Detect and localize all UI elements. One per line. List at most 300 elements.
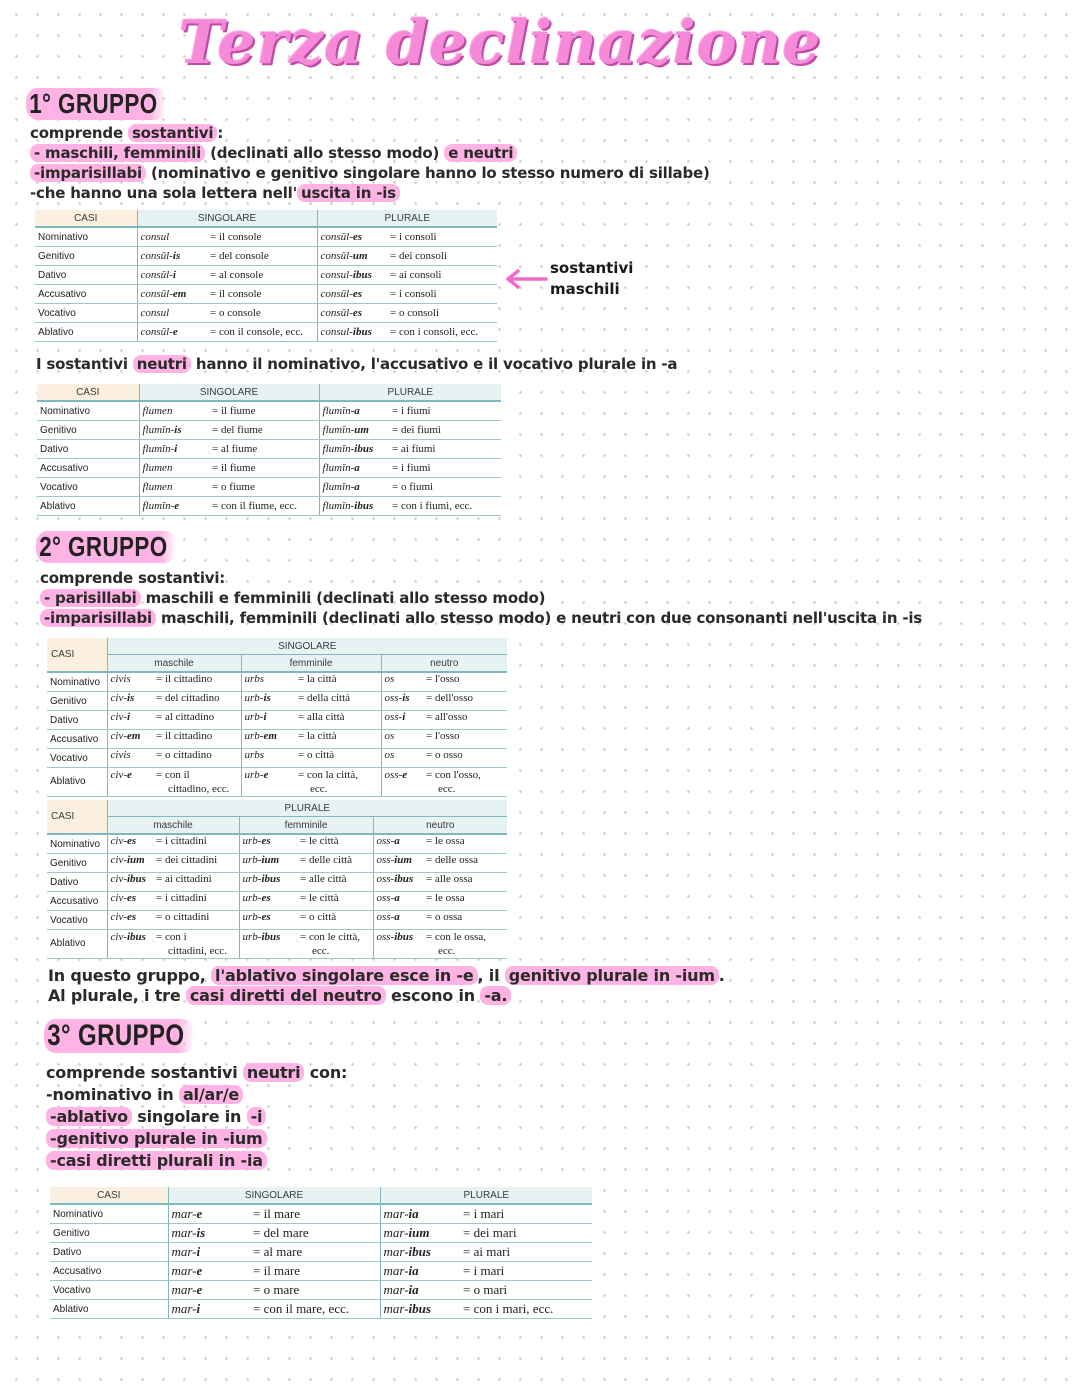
header-singolare: SINGOLARE bbox=[168, 1187, 380, 1204]
plural-form: consul-ibus bbox=[317, 323, 387, 342]
plural-form: mar-ia bbox=[380, 1262, 460, 1281]
translation-line: = con i bbox=[156, 931, 187, 943]
arrow-left-icon bbox=[502, 268, 550, 290]
femminile-translation bbox=[295, 711, 381, 730]
maschile-form: civ-es bbox=[107, 834, 153, 854]
translation-line: = alle ossa bbox=[426, 873, 473, 885]
singular-translation: = il fiume bbox=[209, 401, 319, 421]
singular-form: mar-is bbox=[168, 1224, 250, 1243]
translation-line: = della città bbox=[298, 692, 351, 704]
case-name: Vocativo bbox=[37, 478, 139, 497]
highlight: neutri bbox=[243, 1063, 304, 1082]
neutro-form: oss-a bbox=[373, 911, 423, 930]
femminile-translation bbox=[295, 672, 381, 692]
femminile-form: urb-ibus bbox=[239, 873, 297, 892]
highlight: neutri bbox=[133, 355, 191, 373]
singular-form: consul bbox=[137, 304, 207, 323]
neutro-translation bbox=[423, 930, 507, 959]
header-plurale: PLURALE bbox=[317, 210, 497, 227]
maschile-translation bbox=[153, 892, 239, 911]
table-group2-plurale bbox=[47, 800, 507, 959]
plural-translation: = o mari bbox=[460, 1281, 592, 1300]
singular-translation: = con il console, ecc. bbox=[207, 323, 317, 342]
singular-form: flumĭn-is bbox=[139, 421, 209, 440]
femminile-form: urb-ibus bbox=[239, 930, 297, 959]
plural-translation: = i consoli bbox=[387, 227, 497, 247]
case-name: Accusativo bbox=[47, 730, 107, 749]
translation-line: = alle città bbox=[300, 873, 347, 885]
singular-translation: = o mare bbox=[250, 1281, 380, 1300]
highlight: -imparisillabi bbox=[30, 164, 146, 182]
maschile-form: civ-i bbox=[107, 711, 153, 730]
translation-line: = dell'osso bbox=[426, 692, 473, 704]
singular-translation: = con il fiume, ecc. bbox=[209, 497, 319, 516]
plural-form: consŭl-es bbox=[317, 227, 387, 247]
plural-form: flumĭn-um bbox=[319, 421, 389, 440]
table-row bbox=[50, 1262, 592, 1281]
highlight: -ablativo bbox=[46, 1107, 132, 1126]
case-name: Dativo bbox=[35, 266, 137, 285]
plural-translation: = con i mari, ecc. bbox=[460, 1300, 592, 1319]
plural-translation: = i fiumi bbox=[389, 459, 501, 478]
case-name: Dativo bbox=[47, 873, 107, 892]
case-name: Vocativo bbox=[47, 911, 107, 930]
singular-translation: = o console bbox=[207, 304, 317, 323]
case-name: Vocativo bbox=[35, 304, 137, 323]
neutro-translation bbox=[423, 892, 507, 911]
singular-form: flumen bbox=[139, 401, 209, 421]
highlight: - maschili, femminili bbox=[30, 144, 205, 162]
translation-line: = alla città bbox=[298, 711, 345, 723]
header-singolare: SINGOLARE bbox=[137, 210, 317, 227]
translation-line: = o cittadino bbox=[156, 749, 212, 761]
header-femminile: femminile bbox=[241, 655, 381, 673]
highlight: -genitivo plurale in -ium bbox=[46, 1129, 267, 1148]
text: singolare in bbox=[131, 1107, 247, 1126]
maschile-form: civ-es bbox=[107, 892, 153, 911]
table-row bbox=[35, 323, 497, 342]
plural-form: flumĭn-ibus bbox=[319, 497, 389, 516]
table-row bbox=[47, 834, 507, 854]
maschile-translation bbox=[153, 873, 239, 892]
singular-translation: = del console bbox=[207, 247, 317, 266]
table-row bbox=[37, 497, 501, 516]
case-name: Accusativo bbox=[37, 459, 139, 478]
text: hanno il nominativo, l'accusativo e il vocativo plurale in -a bbox=[190, 355, 678, 373]
table-row bbox=[47, 711, 507, 730]
plural-form: consul-ibus bbox=[317, 266, 387, 285]
text: maschili, femminili (declinati allo stesso modo) e neutri con due consonanti nell'uscita in -is bbox=[155, 609, 923, 627]
text: maschili bbox=[550, 280, 620, 298]
maschile-translation bbox=[153, 711, 241, 730]
table-row bbox=[47, 873, 507, 892]
translation-line: = con la città, bbox=[298, 769, 358, 781]
neutro-form: oss-ibus bbox=[373, 930, 423, 959]
table-row bbox=[47, 672, 507, 692]
plural-translation: = dei mari bbox=[460, 1224, 592, 1243]
singular-form: consŭl-e bbox=[137, 323, 207, 342]
header-casi: CASI bbox=[47, 638, 107, 672]
text: maschili e femminili (declinati allo stesso modo) bbox=[140, 589, 546, 607]
header-plurale: PLURALE bbox=[380, 1187, 592, 1204]
translation-line: = al cittadino bbox=[156, 711, 215, 723]
table-row bbox=[47, 768, 507, 797]
maschile-form: civ-is bbox=[107, 692, 153, 711]
header-plurale: PLURALE bbox=[319, 384, 501, 401]
translation-line: = o città bbox=[300, 911, 337, 923]
case-name: Accusativo bbox=[35, 285, 137, 304]
neutro-form: oss-i bbox=[381, 711, 423, 730]
singular-form: flumĭn-i bbox=[139, 440, 209, 459]
translation-line: = o città bbox=[298, 749, 335, 761]
highlight: -a. bbox=[480, 986, 511, 1005]
maschile-form: civ-es bbox=[107, 911, 153, 930]
case-name: Nominativo bbox=[37, 401, 139, 421]
plural-form: flumĭn-a bbox=[319, 401, 389, 421]
translation-line: = la città bbox=[298, 730, 337, 742]
neutro-translation bbox=[423, 873, 507, 892]
plural-translation: = i mari bbox=[460, 1204, 592, 1224]
neutro-translation bbox=[423, 834, 507, 854]
table-row bbox=[50, 1300, 592, 1319]
table-row bbox=[35, 304, 497, 323]
table-row bbox=[47, 854, 507, 873]
femminile-form: urbs bbox=[241, 749, 295, 768]
singular-translation: = il console bbox=[207, 227, 317, 247]
text: -nominativo in bbox=[46, 1085, 179, 1104]
table-row bbox=[37, 478, 501, 497]
neutri-note bbox=[36, 354, 677, 374]
plural-form: flumĭn-ibus bbox=[319, 440, 389, 459]
femminile-form: urb-es bbox=[239, 911, 297, 930]
femminile-translation bbox=[297, 930, 373, 959]
maschile-form: civ-ibus bbox=[107, 930, 153, 959]
translation-line: = con le ossa, bbox=[426, 931, 486, 943]
translation-line: = del cittadino bbox=[156, 692, 220, 704]
case-name: Nominativo bbox=[47, 672, 107, 692]
neutro-translation bbox=[423, 854, 507, 873]
highlight: l'ablativo singolare esce in -e bbox=[211, 966, 478, 985]
case-name: Ablativo bbox=[47, 768, 107, 797]
case-name: Ablativo bbox=[35, 323, 137, 342]
translation-line: cittadini, ecc. bbox=[168, 945, 227, 957]
plural-translation: = con i consoli, ecc. bbox=[387, 323, 497, 342]
plural-translation: = con i fiumi, ecc. bbox=[389, 497, 501, 516]
table-row bbox=[50, 1243, 592, 1262]
highlight: -imparisillabi bbox=[40, 609, 156, 627]
maschile-form: civ-ium bbox=[107, 854, 153, 873]
maschile-translation bbox=[153, 911, 239, 930]
maschile-translation bbox=[153, 692, 241, 711]
case-name: Genitivo bbox=[50, 1224, 168, 1243]
highlight: casi diretti del neutro bbox=[186, 986, 386, 1005]
femminile-translation bbox=[295, 749, 381, 768]
table-group2-singolare bbox=[47, 638, 507, 797]
case-name: Genitivo bbox=[47, 854, 107, 873]
case-name: Dativo bbox=[50, 1243, 168, 1262]
case-name: Nominativo bbox=[50, 1204, 168, 1224]
neutro-translation bbox=[423, 711, 507, 730]
singular-form: consŭl-em bbox=[137, 285, 207, 304]
femminile-translation bbox=[297, 911, 373, 930]
singular-translation: = del fiume bbox=[209, 421, 319, 440]
singular-translation: = con il mare, ecc. bbox=[250, 1300, 380, 1319]
singular-form: flumen bbox=[139, 478, 209, 497]
plural-translation: = o consoli bbox=[387, 304, 497, 323]
plural-translation: = dei consoli bbox=[387, 247, 497, 266]
femminile-form: urb-es bbox=[239, 834, 297, 854]
text: -che hanno una sola lettera nell' bbox=[30, 184, 297, 202]
case-name: Vocativo bbox=[47, 749, 107, 768]
neutro-form: oss-a bbox=[373, 892, 423, 911]
header-neutro: neutro bbox=[381, 655, 507, 673]
femminile-translation bbox=[295, 730, 381, 749]
maschile-translation bbox=[153, 854, 239, 873]
maschile-form: civ-em bbox=[107, 730, 153, 749]
translation-line: = dei cittadini bbox=[156, 854, 218, 866]
neutro-translation bbox=[423, 749, 507, 768]
case-name: Ablativo bbox=[37, 497, 139, 516]
plural-translation: = dei fiumi bbox=[389, 421, 501, 440]
group1-heading: 1° GRUPPO bbox=[26, 88, 167, 120]
plural-form: consŭl-um bbox=[317, 247, 387, 266]
group2-heading: 2° GRUPPO bbox=[36, 531, 177, 563]
singular-form: flumĭn-e bbox=[139, 497, 209, 516]
text: sostantivi bbox=[550, 259, 634, 277]
table-row bbox=[47, 911, 507, 930]
plural-translation: = i fiumi bbox=[389, 401, 501, 421]
femminile-translation bbox=[297, 834, 373, 854]
maschile-translation bbox=[153, 768, 241, 797]
femminile-form: urb-e bbox=[241, 768, 295, 797]
translation-line: = le ossa bbox=[426, 835, 465, 847]
translation-line: = con l'osso, bbox=[426, 769, 481, 781]
text: In questo gruppo, bbox=[48, 966, 212, 985]
singular-form: flumen bbox=[139, 459, 209, 478]
translation-line: ecc. bbox=[438, 945, 456, 957]
singular-translation: = il mare bbox=[250, 1204, 380, 1224]
group2-notes bbox=[40, 568, 922, 628]
neutro-translation bbox=[423, 911, 507, 930]
neutro-form: oss-ibus bbox=[373, 873, 423, 892]
maschile-translation bbox=[153, 730, 241, 749]
plural-form: mar-ia bbox=[380, 1204, 460, 1224]
plural-form: flumĭn-a bbox=[319, 459, 389, 478]
header-casi: CASI bbox=[35, 210, 137, 227]
neutro-translation bbox=[423, 730, 507, 749]
translation-line: = delle città bbox=[300, 854, 353, 866]
table-row bbox=[47, 930, 507, 959]
singular-form: consŭl-is bbox=[137, 247, 207, 266]
translation-line: = le ossa bbox=[426, 892, 465, 904]
header-plurale: PLURALE bbox=[107, 800, 507, 817]
table-row bbox=[47, 730, 507, 749]
header-casi: CASI bbox=[47, 800, 107, 834]
singular-translation: = il console bbox=[207, 285, 317, 304]
plural-form: mar-ium bbox=[380, 1224, 460, 1243]
maschile-form: civis bbox=[107, 672, 153, 692]
femminile-form: urbs bbox=[241, 672, 295, 692]
translation-line: ecc. bbox=[310, 783, 328, 795]
singular-form: mar-e bbox=[168, 1204, 250, 1224]
translation-line: = il cittadino bbox=[156, 730, 213, 742]
translation-line: = l'osso bbox=[426, 673, 460, 685]
table-row bbox=[47, 749, 507, 768]
singular-translation: = il mare bbox=[250, 1262, 380, 1281]
neutro-form: oss-e bbox=[381, 768, 423, 797]
table-row bbox=[37, 401, 501, 421]
translation-line: ecc. bbox=[438, 783, 456, 795]
translation-line: = con il bbox=[156, 769, 190, 781]
text: , il bbox=[477, 966, 505, 985]
highlight: - parisillabi bbox=[40, 589, 141, 607]
singular-translation: = o fiume bbox=[209, 478, 319, 497]
maschile-translation bbox=[153, 749, 241, 768]
table-row bbox=[37, 421, 501, 440]
table-row bbox=[35, 247, 497, 266]
group2-summary bbox=[48, 966, 725, 1006]
singular-translation: = al mare bbox=[250, 1243, 380, 1262]
plural-translation: = ai consoli bbox=[387, 266, 497, 285]
case-name: Nominativo bbox=[47, 834, 107, 854]
text: comprende bbox=[30, 124, 128, 142]
plural-translation: = i consoli bbox=[387, 285, 497, 304]
translation-line: = all'osso bbox=[426, 711, 468, 723]
translation-line: = l'osso bbox=[426, 730, 460, 742]
table-flumen bbox=[37, 384, 501, 516]
plural-translation: = ai fiumi bbox=[389, 440, 501, 459]
femminile-translation bbox=[295, 768, 381, 797]
neutro-form: oss-a bbox=[373, 834, 423, 854]
table-consul bbox=[35, 210, 497, 342]
highlight: genitivo plurale in -ium bbox=[505, 966, 719, 985]
singular-translation: = al console bbox=[207, 266, 317, 285]
table-row bbox=[50, 1204, 592, 1224]
case-name: Ablativo bbox=[47, 930, 107, 959]
text: con: bbox=[304, 1063, 348, 1082]
plural-form: mar-ia bbox=[380, 1281, 460, 1300]
text: (nominativo e genitivo singolare hanno lo stesso numero di sillabe) bbox=[145, 164, 710, 182]
text: : bbox=[217, 124, 224, 142]
neutro-form: os bbox=[381, 730, 423, 749]
femminile-form: urb-i bbox=[241, 711, 295, 730]
table-row bbox=[50, 1281, 592, 1300]
maschile-form: civ-ibus bbox=[107, 873, 153, 892]
translation-line: = la città bbox=[298, 673, 337, 685]
highlight: sostantivi bbox=[128, 124, 217, 142]
translation-line: = le città bbox=[300, 892, 339, 904]
neutro-form: os bbox=[381, 672, 423, 692]
maschile-translation bbox=[153, 930, 239, 959]
neutro-translation bbox=[423, 692, 507, 711]
plural-translation: = i mari bbox=[460, 1262, 592, 1281]
table-mare bbox=[50, 1187, 592, 1319]
neutro-translation bbox=[423, 672, 507, 692]
text: (declinati allo stesso modo) bbox=[205, 144, 445, 162]
case-name: Nominativo bbox=[35, 227, 137, 247]
singular-form: consŭl-i bbox=[137, 266, 207, 285]
singular-translation: = il fiume bbox=[209, 459, 319, 478]
case-name: Genitivo bbox=[35, 247, 137, 266]
group1-notes bbox=[30, 123, 710, 203]
translation-line: = i cittadini bbox=[156, 835, 207, 847]
arrow-label bbox=[550, 258, 633, 300]
page-title: Terza declinazione bbox=[178, 8, 822, 78]
case-name: Genitivo bbox=[47, 692, 107, 711]
plural-form: mar-ibus bbox=[380, 1300, 460, 1319]
singular-form: mar-e bbox=[168, 1262, 250, 1281]
singular-translation: = al fiume bbox=[209, 440, 319, 459]
plural-form: flumĭn-a bbox=[319, 478, 389, 497]
case-name: Vocativo bbox=[50, 1281, 168, 1300]
translation-line: = i cittadini bbox=[156, 892, 207, 904]
group3-notes bbox=[46, 1062, 347, 1172]
translation-line: = o ossa bbox=[426, 911, 463, 923]
text: Al plurale, i tre bbox=[48, 986, 186, 1005]
text: comprende sostantivi: bbox=[40, 569, 226, 587]
translation-line: = delle ossa bbox=[426, 854, 479, 866]
femminile-form: urb-em bbox=[241, 730, 295, 749]
header-casi: CASI bbox=[50, 1187, 168, 1204]
translation-line: = o cittadini bbox=[156, 911, 210, 923]
femminile-form: urb-is bbox=[241, 692, 295, 711]
table-row bbox=[35, 266, 497, 285]
text: . bbox=[718, 966, 725, 985]
maschile-form: civis bbox=[107, 749, 153, 768]
singular-form: mar-e bbox=[168, 1281, 250, 1300]
text: comprende sostantivi bbox=[46, 1063, 243, 1082]
case-name: Ablativo bbox=[50, 1300, 168, 1319]
highlight: -casi diretti plurali in -ia bbox=[46, 1151, 267, 1170]
table-row bbox=[35, 285, 497, 304]
case-name: Accusativo bbox=[50, 1262, 168, 1281]
singular-translation: = del mare bbox=[250, 1224, 380, 1243]
translation-line: = o osso bbox=[426, 749, 463, 761]
header-maschile: maschile bbox=[107, 655, 241, 673]
header-femminile: femminile bbox=[239, 817, 373, 835]
case-name: Genitivo bbox=[37, 421, 139, 440]
header-singolare: SINGOLARE bbox=[107, 638, 507, 655]
case-name: Accusativo bbox=[47, 892, 107, 911]
femminile-translation bbox=[297, 873, 373, 892]
table-row bbox=[47, 692, 507, 711]
maschile-translation bbox=[153, 834, 239, 854]
translation-line: = le città bbox=[300, 835, 339, 847]
header-singolare: SINGOLARE bbox=[139, 384, 319, 401]
case-name: Dativo bbox=[47, 711, 107, 730]
neutro-form: os bbox=[381, 749, 423, 768]
neutro-translation bbox=[423, 768, 507, 797]
maschile-form: civ-e bbox=[107, 768, 153, 797]
translation-line: = il cittadino bbox=[156, 673, 213, 685]
case-name: Dativo bbox=[37, 440, 139, 459]
plural-translation: = o fiumi bbox=[389, 478, 501, 497]
highlight: uscita in -is bbox=[297, 184, 400, 202]
singular-form: mar-i bbox=[168, 1300, 250, 1319]
plural-form: consŭl-es bbox=[317, 304, 387, 323]
group3-heading: 3° GRUPPO bbox=[44, 1019, 194, 1053]
header-maschile: maschile bbox=[107, 817, 239, 835]
femminile-form: urb-es bbox=[239, 892, 297, 911]
table-row bbox=[35, 227, 497, 247]
femminile-translation bbox=[295, 692, 381, 711]
table-row bbox=[47, 892, 507, 911]
translation-line: = ai cittadini bbox=[156, 873, 212, 885]
femminile-translation bbox=[297, 892, 373, 911]
plural-form: mar-ibus bbox=[380, 1243, 460, 1262]
plural-translation: = ai mari bbox=[460, 1243, 592, 1262]
singular-form: consul bbox=[137, 227, 207, 247]
